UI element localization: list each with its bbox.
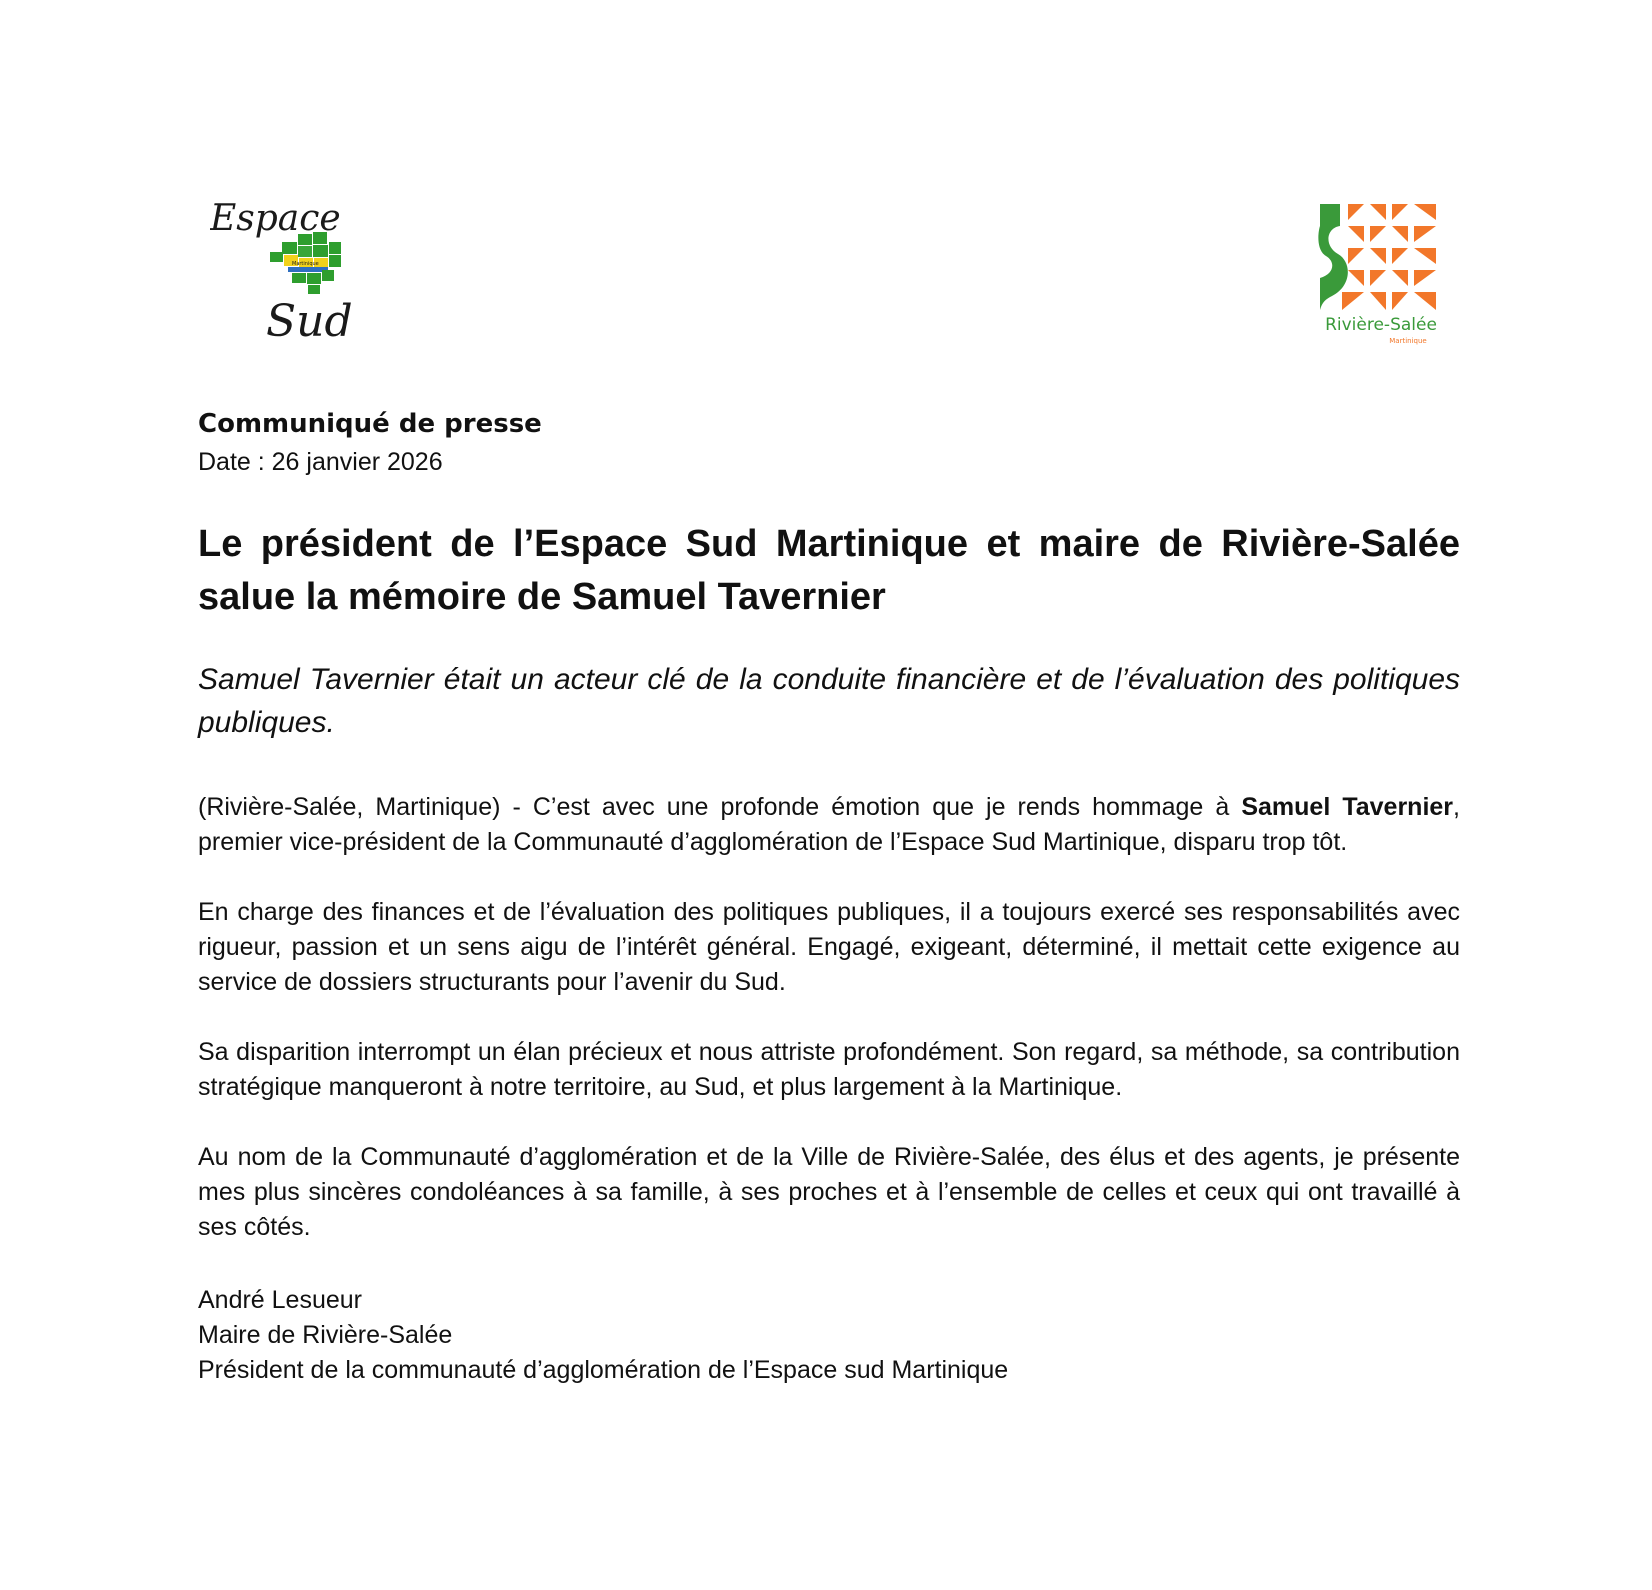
body-paragraph-2: En charge des finances et de l’évaluation des politiques publiques, il a toujours exercé ses responsabilités avec rigueur, passion et un sens aigu de l’intérêt général. Engagé, exigeant, déterminé, il mettait cette exigence au service de dossiers structurants pour l’avenir du Sud.	[198, 898, 1460, 996]
p1-bold-name: Samuel Tavernier	[1241, 793, 1454, 821]
orange-mosaic	[1342, 204, 1436, 310]
body-paragraph-1	[198, 790, 1460, 860]
martinique-small-text: Martinique	[292, 261, 319, 267]
press-release-content	[198, 408, 1460, 1388]
headline: Le président de l’Espace Sud Martinique et maire de Rivière-Salée salue la mémoire de Samuel Tavernier	[198, 523, 1460, 618]
subheadline: Samuel Tavernier était un acteur clé de la conduite financière et de l’évaluation des politiques publiques.	[198, 663, 1460, 739]
espace-sud-logo	[210, 198, 380, 346]
body-paragraph-4: Au nom de la Communauté d’agglomération et de la Ville de Rivière-Salée, des élus et des agents, je présente mes plus sincères condoléances à sa famille, à ses proches et à l’ensemble de celles et ceux qui ont travaillé à ses côtés.	[198, 1143, 1460, 1241]
martinique-caption-text: Martinique	[1389, 337, 1427, 345]
riviere-salee-logo	[1318, 198, 1444, 352]
signature-name: André Lesueur	[198, 1286, 363, 1314]
body-paragraph-3: Sa disparition interrompt un élan précieux et nous attriste profondément. Son regard, sa méthode, sa contribution stratégique manqueront à notre territoire, au Sud, et plus largement à la Martinique.	[198, 1038, 1460, 1101]
press-release-date: Date : 26 janvier 2026	[198, 448, 443, 476]
signature-title-mayor: Maire de Rivière-Salée	[198, 1321, 453, 1349]
signature-title-president: Président de la communauté d’agglomération de l’Espace sud Martinique	[198, 1356, 1009, 1384]
riviere-salee-logo-graphic	[1318, 198, 1444, 352]
espace-sud-logo-graphic	[210, 198, 380, 346]
p1-text-after: , premier vice-président de la Communauté d’agglomération de l’Espace Sud Martinique, disparu trop tôt.	[198, 793, 1460, 856]
sud-script-text: Sud	[266, 296, 353, 346]
signature-block	[198, 1283, 1460, 1388]
riviere-salee-logo-text: Rivière-Salée	[1325, 315, 1437, 335]
espace-script-text: Espace	[210, 198, 341, 239]
press-release-kicker: Communiqué de presse	[198, 409, 542, 439]
p1-text-before: (Rivière-Salée, Martinique) - C’est avec une profonde émotion que je rends hommage à	[198, 793, 1242, 821]
